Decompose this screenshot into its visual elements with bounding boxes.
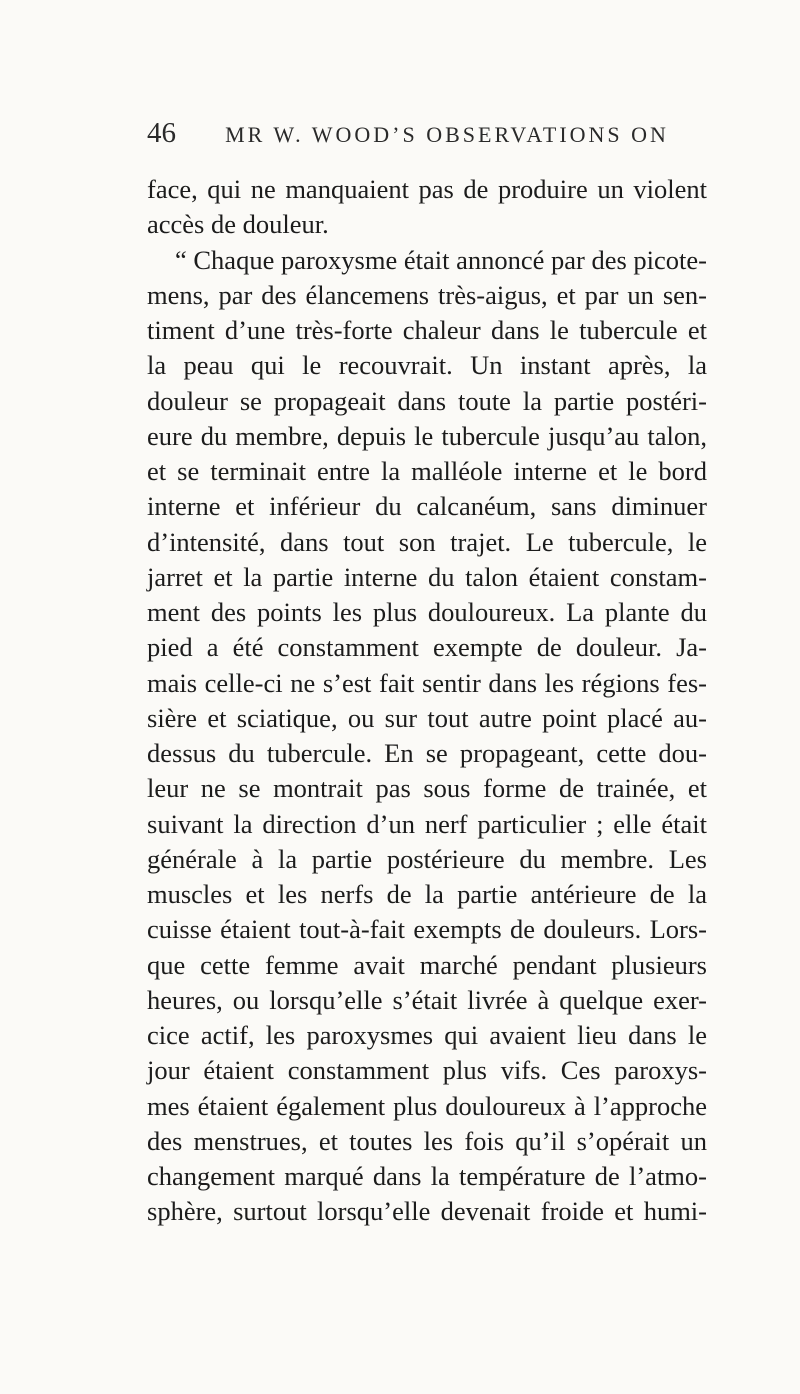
text-line: heures, ou lorsqu’elle s’était livrée à quelque exer- bbox=[147, 984, 707, 1015]
text-line: que cette femme avait marché pendant plusieurs bbox=[147, 949, 707, 980]
text-line: générale à la partie postérieure du membre. Les bbox=[147, 843, 707, 874]
text-line: leur ne se montrait pas sous forme de trainée, et bbox=[147, 773, 707, 804]
text-line: muscles et les nerfs de la partie antérieure de la bbox=[147, 879, 707, 909]
text-line: face, qui ne manquaient pas de produire un violent bbox=[147, 174, 707, 204]
text-line: interne et inférieur du calcanéum, sans diminuer bbox=[147, 491, 707, 522]
text-line: des menstrues, et toutes les fois qu’il s’opérait un bbox=[147, 1125, 707, 1156]
text-line: sphère, surtout lorsqu’elle devenait froide et humi- bbox=[147, 1196, 707, 1227]
text-line: mes étaient également plus douloureux à l’approche bbox=[147, 1090, 707, 1121]
text-line: dessus du tubercule. En se propageant, cette dou- bbox=[147, 738, 707, 768]
text-line: mens, par des élancemens très-aigus, et par un sen- bbox=[147, 279, 707, 310]
text-line: changement marqué dans la température de l’atmo- bbox=[147, 1161, 707, 1191]
text-line: la peau qui le recouvrait. Un instant après, la bbox=[147, 350, 707, 381]
page-header bbox=[147, 117, 707, 157]
text-line: d’intensité, dans tout son trajet. Le tubercule, le bbox=[147, 526, 707, 557]
text-line: mais celle-ci ne s’est fait sentir dans les régions fes- bbox=[147, 667, 707, 698]
text-line: pied a été constamment exempte de douleur. Ja- bbox=[147, 632, 707, 663]
text-line: cuisse étaient tout-à-fait exempts de douleurs. Lors- bbox=[147, 914, 707, 945]
text-line: sière et sciatique, ou sur tout autre point placé au- bbox=[147, 702, 707, 733]
text-line: jarret et la partie interne du talon étaient constam- bbox=[147, 561, 707, 592]
text-line: eure du membre, depuis le tubercule jusqu’au talon, bbox=[147, 420, 707, 451]
text-line: cice actif, les paroxysmes qui avaient lieu dans le bbox=[147, 1020, 707, 1050]
page-number: 46 bbox=[147, 117, 176, 149]
text-line: douleur se propageait dans toute la partie postéri- bbox=[147, 385, 707, 416]
text-line: “ Chaque paroxysme était annoncé par des picote- bbox=[175, 244, 707, 275]
body-text bbox=[147, 172, 707, 1230]
text-line: ment des points les plus douloureux. La plante du bbox=[147, 597, 707, 627]
running-head: MR W. WOOD’S OBSERVATIONS ON bbox=[225, 122, 669, 147]
text-line: suivant la direction d’un nerf particulier ; elle était bbox=[147, 808, 707, 839]
text-line: jour étaient constamment plus vifs. Ces paroxys- bbox=[147, 1055, 707, 1086]
text-line: accès de douleur. bbox=[147, 209, 329, 240]
text-line: et se terminait entre la malléole interne et le bord bbox=[147, 456, 707, 486]
text-line: timent d’une très-forte chaleur dans le tubercule et bbox=[147, 315, 707, 345]
